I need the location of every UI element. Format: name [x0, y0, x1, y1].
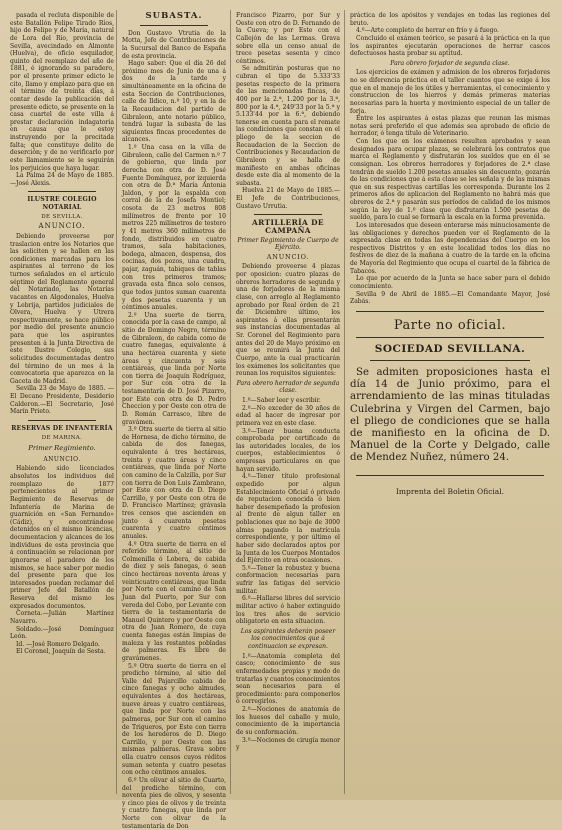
paragraph: Corneta.—Julián Martínez Navarro.: [10, 610, 114, 625]
paragraph: Soldado.—José Domínguez León.: [10, 625, 114, 641]
column-2: [122, 11, 227, 830]
paragraph: práctica de los apósitos y vendajes en todas las regiones del bruto.: [350, 12, 550, 27]
announcement-label: ANUNCIO.: [38, 222, 86, 231]
paragraph: Id. —José Romero Delgado.: [16, 640, 100, 648]
column-divider: [116, 10, 117, 794]
section-heading: Parte no oficial.: [393, 317, 507, 333]
paragraph: Se admitirán posturas que no cubran el tipo de 5.333'33 pesetas respecto de la primera de las mencionadas fincas, de 400 por la 2.ª, 1.200 por la 3.ª, 800 por la 4.ª, 249'33 por la 5.ª y 5.133'44 por la 6.ª, debiendo tenerse en cuenta para el remate las condiciones que constan en el pliego de la seccion de Recaudacion de la Seccion de Contribuciones y Recaudacion de Gibraleon y se halla de manifiesto en ambas oficinas desde este día al momento de la subasta.: [236, 65, 340, 187]
paragraph: 4.º—Arte completo de herrar en frío y á fuego.: [356, 27, 499, 35]
section-subtitle: Para obrero herrador de segunda clase.: [236, 379, 340, 395]
paragraph: 4.º—Tener título profesional expedido por algun Establecimiento Oficial ó privado de reputacion conocida ó bien haber desempeñado la profesion al frente de algun taller en poblaciones que no baje de 3000 almas pagando la matrícula correspondiente, y por último el haber sido declarados aptos por la Junta de los Cuerpos Montados del Ejército en otras ocasiones.: [236, 473, 340, 565]
separator: [140, 25, 208, 26]
paragraph: 3.º—Tener buena conducta comprobada por certificado de las autoridades locales, de los cuerpos, establecimientos ó empresas particulares en que hayan servido.: [236, 427, 340, 473]
paragraph: Con los que en los exámenes resulten aprobados y sean designados para ocupar plazas, se celebrará los contratos que marca el Reglamento y disfrutarán los sueldos que en él se consignan. Los obreros herradores y forjadores de 2.ª clase tendrán de sueldo 1.200 pesetas anuales sin descuento, gozarán de las condiciones que á esta clase se les señala y de las mismas que en sus respectivas cartillas les corresponda. Durante los 2 primeros años de aplicacion del Reglamento no habrá más que obreros de 2.ª y pasarán sus períodos de calidad de los mismos según la ley de 1.º clase que disfrutarán 1.500 pesetas de sueldo, para lo cual se formará la escala en la forma prevenida.: [350, 138, 550, 222]
separator: [370, 360, 530, 361]
printer-imprint: Imprenta del Boletin Oficial.: [395, 486, 505, 496]
column-4: [350, 12, 550, 794]
paragraph: El Coronel, Joaquín de Sesta.: [16, 648, 106, 656]
section-heading: SUBASTA.: [145, 11, 203, 21]
paragraph: 6.º—Hallarse libres del servicio militar activo ó haber extinguido los tres años de servicio obligatorio en esta situacion.: [236, 595, 340, 626]
column-3: [236, 12, 340, 794]
section-subheading: DE MARINA.: [41, 434, 83, 441]
paragraph: 6.º Un olivar al sitio de Cuarto, del predicho término, con noventa pies de olivos, y sesenta y cinco pies de olivos y de treinta y cuatro fanegas, que linda por Norte con olivar de la testamentaría de Don: [122, 776, 226, 830]
announcement-label: ANUNCIO.: [43, 455, 81, 463]
paragraph: 2.º—No exceder de 30 años de edad al hacer de ingresar por primera vez en este clase.: [236, 404, 340, 427]
paragraph: Debiendo proveerse por traslacion entre los Notarios que las soliciten y se hallen en las condiciones marcadas para los aspirantes al terreno de los turnos señalados en el artículo séptimo del Reglamento general del Notariado, las Notarías vacantes en Algodonales, Huelva y Lebrija, partidos judiciales de Olvera, Huelva y Utrera respectivamente, se hace público por medio del presente anuncio para que los aspirantes presenten á la Junta Directiva de este Ilustre Colegio, sus solicitudes documentadas dentro del término de un mes á la convocatoria que aparezca en la Gaceta de Madrid.: [10, 232, 114, 385]
paragraph: Los ejercicios de exámen y admision de los obreros forjadores no se diferencia práctica en el taller cuantos que se exige á los que en el manejo de los útiles y herramientas, el conocimiento y construccion de los hierros y demás primeras materias necesarias para la huerta y movimiento especial de un taller de forja.: [350, 69, 550, 115]
column-1: [10, 12, 114, 794]
section-subtitle: Primer Regimiento de Cuerpo de Ejército.: [237, 236, 339, 252]
paragraph: 2.º—Nociones de anatomía de los huesos del caballo y mulo, conocimiento de la importancia de su conformación.: [236, 706, 340, 736]
paragraph: Lo que por acuerdo de la Junta se hace saber para el debido conocimiento.: [350, 275, 550, 290]
paragraph: Huelva 21 de Mayo de 1885.—El Jefe de Contribuciones, Gustavo Urrutia.: [236, 187, 340, 210]
paragraph: Habiendo sido licenciados absolutos los individuos del reemplazo de 1877 pertenecientes al primer Regimiento de Reservas de Infantería de Marina de guarnición en «San Fernando» (Cádiz), y encontrándose detenidos en el mismo licencias, documentacion y alcances de los individuos de esta provincia que á continuación se relacionan por ignorarse el paradero de los mismos, se hace saber por medio del presente para que los interesados puedan reclamar del primer Jefe del Batallón de Reserva del mismo los expresados documentos.: [10, 465, 114, 610]
paragraph: 1.º—Saber leer y escribir.: [242, 397, 321, 404]
section-heading: RESERVAS DE INFANTERÍA: [11, 424, 113, 432]
separator: [28, 191, 96, 192]
paragraph: pasada el recluta disponible de este Batallón Felipe Tirado Ríos, hijo de Felipe y de María, natural de Lora del Río, provincia de Sevilla, avecindado en Almonte (Huelva), de oficio esquilador, quinto del reemplazo del año de 1881, é ignorando su paradero, por el presente primer edicto le cito, llamo y emplazo para que en el término de treinta días, á contar desde la publicación del presente edicto, se presente en la casa cuartel de este villa á prestar declaración indagatoria en causa que le estoy instruyendo por la precitada falta; que constituye delito de deserción; y de no verificarlo por este llamamiento se le seguirán los perjuicios que haya lugar.: [10, 12, 114, 172]
paragraph: 4.º Otra suerte de tierra en el referido término, al sitio de Colmenilla ó Lobera, de cabida de diez y seis fanegas, ó sean cinco hectáreas noventa áreas y veinticuatro centiáreas, que linda por Norte con el camino de San Juan del Puerto, por Sur con vereda del Cobo, por Levante con tierra de la testamentaría de Manuel Quintero y por Oeste con otra de Juan Romero, de cuya cuenta fanegas están limpias de maleza y las restantes pobladas de palmeras. Es libre de gravámenes.: [122, 540, 226, 662]
paragraph: Concluido el exámen teórico, se pasará á la práctica en la que los aspirantes ejecutarán operaciones de herrar cascos defectuosos hasta probar su aptitud.: [350, 34, 550, 58]
separator: [356, 337, 544, 338]
section-heading: ARTILLERÍA DE CAMPAÑA: [252, 218, 324, 235]
paragraph: Entre los aspirantes á estas plazas que reunan las mismas notas será preferido el que además sea aprobado de oficio de herrador, ó tenga título de Veterinario.: [350, 115, 550, 138]
section-heading: ILUSTRE COLEGIO NOTARIAL: [27, 196, 97, 211]
column-divider: [230, 10, 231, 794]
section-subtitle: Los aspirantes deberán poseer los conocimientos que á continuacion se expresan.: [240, 627, 336, 650]
paragraph: Los interesados que deseen enterarse más minuciosamente de las obligaciones y derechos pueden ver el Reglamento de la expresada clase en todas las dependencias del Cuerpo en los respectivos Distritos y en este localidad todos los días no festivos de diez de la mañana á cuatro de la tarde en la oficina de Mayoría del Regimiento que ocupa el cuartel de la fábrica de Tabacos.: [350, 221, 550, 275]
paragraph: 2.º Una suerte de tierra, conocida por la casa de campo, al sitio de Domingo Negro, término de Gibraleon, de cabida como de cuatro fanegas, equivalente á una hectárea cuarenta y siete áreas y cincuenta y seis centiáreas, que linda por Norte con tierra de Joaquín Rodríguez, por Sur con otra de la testamentaría de D. José Pizarro, por Este con otra de D. Pedro Checcion y por Oeste con otra de D. Román Carrasco, libre de gravámen.: [122, 311, 226, 426]
separator: [356, 475, 544, 476]
paragraph: Se admiten proposiciones hasta el día 14 de Junio próximo, para el arrendamiento de las minas tituladas Culebrina y Virgen del Carmen, bajo el pliego de condiciones que se halla de manifiesto en la oficina de D. Manuel de la Corte y Delgado, calle de Mendez Nuñez, número 24.: [350, 367, 550, 464]
paragraph: Debiendo proveerse 4 plazas por oposicion: cuatro plazas de obreros herradores de segunda y una de forjadores de la misma clase, con arreglo al Reglamento aprobado por Real órden de 21 de Diciembre último, los aspirantes á ellas presentarán sus instancias documentadas al Sr. Coronel del Regimiento para antes del 20 de Mayo próximo en que se reunirá la Junta del Cuerpo, ante la cual practicarán los exámenes los solicitantes que reunan los requisitos siguientes:: [236, 263, 340, 378]
paragraph: Hago saber: Que el día 26 del próximo mes de Junio de una á dos de la tarde y simultáneamente en la oficina de esta Seccion de Contribuciones, calle de Ildico, n.º 10, y en la de la Recaudacion del partido de Gibraleon, ante notario público, tendrá lugar la subasta de las siguientes fincas procedentes de alcances.: [122, 60, 226, 144]
paragraph: La Palma 24 de Mayo de 1885.—José Alexis.: [10, 172, 114, 187]
announcement-label: ANUNCIO.: [266, 252, 310, 261]
paragraph: 1.º—Anatomía completa del casco; conocimiento de sus enfermedades propias y modo de tratarlas y cuantos conocimientos sean necesarios para el procedimiento: para componerlos ó corregirlos.: [236, 652, 340, 706]
paragraph: Sevilla 23 de Mayo de 1885. —El Decano Presidente, Desiderio Calderon.—El Secretario, José Marín Prieto.: [10, 385, 114, 416]
paragraph: 5.º—Tener la robustez y buena conformacion necesarias para sufrir las fatigas del servicio militar.: [236, 564, 340, 595]
paragraph: Sevilla 9 de Abril de 1885.—El Comandante Mayor, José Zabás.: [350, 290, 550, 306]
paragraph: 1.º Una casa en la villa de Gibraleon, calle del Carmen n.º 7 de gobierno, que linda por derecha con otra de D. José Fuente Domínguez, por izquierda con otra de D.ª María Antonia Jaldon, y por la espalda con corral de la de Josefa Montiel; cosota de 23 metros 808 milímetros de frente por 10 metros 225 milímetros de testero y 41 metros 360 milímetros de fondo, distribuidos en cuatro tramos, sala habitaciones, bodega, almacen, despensa, dos cocinas, dos pozos, una cuadra, pajar, zaguán, tabiques de tablas con tres primeros tramos; gravada esta finca solo censos, que todos juntos suman cuarenta y dos pesetas cuarenta y un céntimos anuales.: [122, 144, 226, 312]
section-subtitle: Primer Regimiento.: [28, 444, 96, 453]
separator: [254, 214, 322, 215]
section-heading: SOCIEDAD SEVILLANA.: [374, 343, 526, 356]
paragraph: 5.º Otra suerte de tierra en el predicho término, al sitio del Valle del Pajarcillo cabida de cinco fanegas y ocho almudes, equivalentes á dos hectáreas, nueve áreas y cuatro centiáreas, que linda por Norte con las palmeras, por Sur con el camino de Trigueros, por Este con tierra de los herederos de D. Diego Carrillo, y por Oeste con las mismas palmeras. Grava sobre ella cuatro censos cuyos réditos suman setenta y cuatro pesetas con ocho céntimos anuales.: [122, 662, 226, 777]
paragraph: Don Gustavo Vtrutia de la Motta, Jefe de Contribuciones de la Sucursal del Banco de España de esta provincia.: [122, 29, 226, 60]
paragraph: 3.º—Nociones de cirugía menor y: [236, 736, 340, 752]
paragraph: Francisco Pizarro, por Sur y Oeste con otro de D. Fernando de la Cueva; y por Este con el Callejón de las Lermas. Grava sobre ella un censo anual de trece pesetas sesenta y cinco céntimos.: [236, 12, 340, 65]
separator: [28, 420, 96, 421]
section-subtitle: Para obrero forjador de segunda clase.: [390, 59, 510, 67]
separator: [356, 311, 544, 312]
section-subheading: DE SEVILLA.: [41, 213, 83, 220]
paragraph: 3.º Otra suerte de tierra al sitio de Hornesa, de dicho término, de cabida de dos fanegas, equivalente á tres hectáreas, treinta y cuatro áreas y cinco centiáreas, que linda por Norte con camino de la Calzilla, por Sur con tierra de Don Luis Zambrano, por Este con otra de D. Diego Carrillo, y por Oeste con otra de D. Francisco Martínez; grávasla tres censos que ascienden en junto á cuarenta pesetas cuarenta y cuatro céntimos anuales.: [122, 426, 227, 540]
column-divider: [344, 10, 345, 794]
